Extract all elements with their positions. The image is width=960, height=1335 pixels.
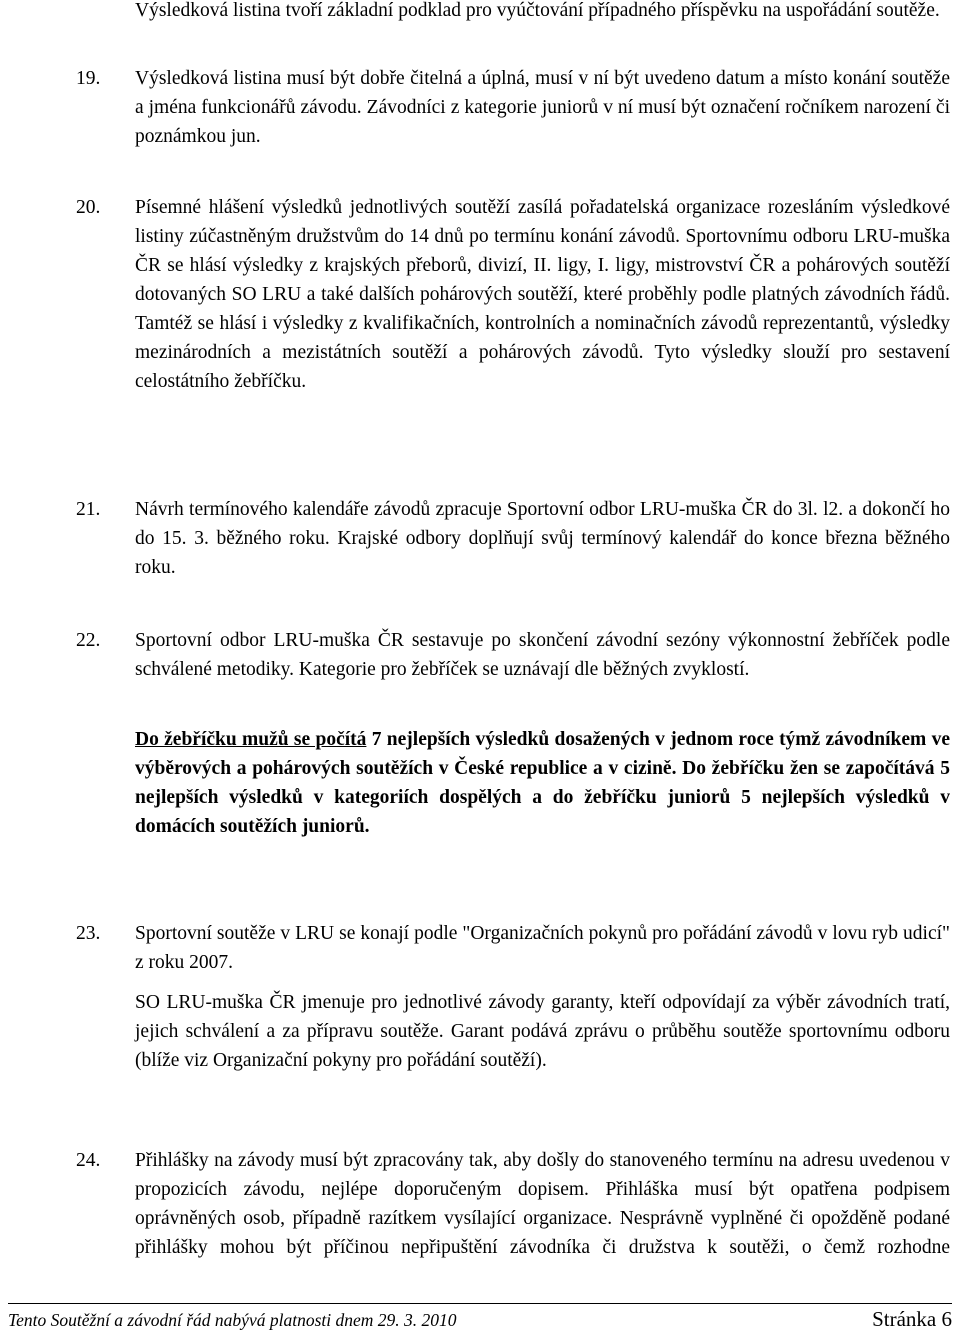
item-number-24: 24.	[76, 1150, 101, 1171]
mens-ladder-underlined: Do žebříčku mužů se počítá	[135, 729, 367, 750]
paragraph-20: Písemné hlášení výsledků jednotlivých soutěží zasílá pořadatelská organizace rozesláním výsledkové listiny zúčastněným družstvům do 14 dnů po termínu konání závodů. Sportovnímu odboru LRU-muška ČR se hlásí výsledky z krajských přeborů, divizí, II. ligy, I. ligy, mistrovství ČR a pohárových soutěží dotovaných SO LRU a také dalších pohárových soutěží, které proběhly podle platných závodních řádů. Tamtéž se hlásí i výsledky z kvalifikačních, kontrolních a nominačních závodů reprezentantů, výsledky mezinárodních a mezistátních soutěží a pohárových závodů. Tyto výsledky slouží pro sestavení celostátního žebříčku.	[135, 197, 950, 392]
paragraph-21: Návrh termínového kalendáře závodů zpracuje Sportovní odbor LRU-muška ČR do 3l. l2. a dokončí ho do 15. 3. běžného roku. Krajské odbory doplňují svůj termínový kalendář do konce března běžného roku.	[135, 499, 950, 578]
page-number: Stránka 6	[872, 1307, 952, 1331]
item-number-21: 21.	[76, 499, 101, 520]
paragraph-23: Sportovní soutěže v LRU se konají podle "Organizačních pokynů pro pořádání závodů v lovu ryb udicí" z roku 2007.	[135, 923, 950, 973]
item-number-23: 23.	[76, 923, 101, 944]
ladder-rules-bold: 7 nejlepších výsledků dosažených v jednom roce týmž závodníkem ve výběrových a pohárových soutěžích v České republice a v cizině. Do žebříčku žen se započítává 5 nejlepších výsledků v kategoriích dospělých a do žebříčku juniorů 5 nejlepších výsledků v domácích soutěžích juniorů.	[135, 729, 950, 837]
paragraph-22: Sportovní odbor LRU-muška ČR sestavuje po skončení závodní sezóny výkonnostní žebříček podle schválené metodiky. Kategorie pro žebříček se uznávají dle běžných zvyklostí.	[135, 630, 950, 680]
item-number-22: 22.	[76, 630, 101, 651]
paragraph-23-guarantors: SO LRU-muška ČR jmenuje pro jednotlivé závody garanty, kteří odpovídají za výběr závodních tratí, jejich schválení a za přípravu soutěže. Garant podává zprávu o průběhu soutěže sportovnímu odboru (blíže viz Organizační pokyny pro pořádání soutěží).	[135, 992, 950, 1071]
item-number-20: 20.	[76, 197, 101, 218]
footer-validity-note: Tento Soutěžní a závodní řád nabývá platnosti dnem 29. 3. 2010	[8, 1310, 457, 1330]
paragraph-22-bold	[135, 725, 950, 841]
item-number-19: 19.	[76, 68, 101, 89]
paragraph-24: Přihlášky na závody musí být zpracovány tak, aby došly do stanoveného termínu na adresu uvedenou v propozicích závodu, nejlépe doporučeným dopisem. Přihláška musí být opatřena podpisem oprávněných osob, případně razítkem vysílající organizace. Nesprávně vyplněné či opožděně podané přihlášky mohou být příčinou nepřipuštění závodníka či družstva k soutěži, o čemž rozhodne	[135, 1150, 950, 1258]
paragraph-19: Výsledková listina musí být dobře čitelná a úplná, musí v ní být uvedeno datum a místo konání soutěže a jména funkcionářů závodu. Závodníci z kategorie juniorů v ní musí být označení ročníkem narození či poznámkou jun.	[135, 68, 950, 147]
page-footer	[8, 1303, 952, 1334]
intro-paragraph: Výsledková listina tvoří základní podklad pro vyúčtování případného příspěvku na uspořádání soutěže.	[135, 0, 940, 21]
